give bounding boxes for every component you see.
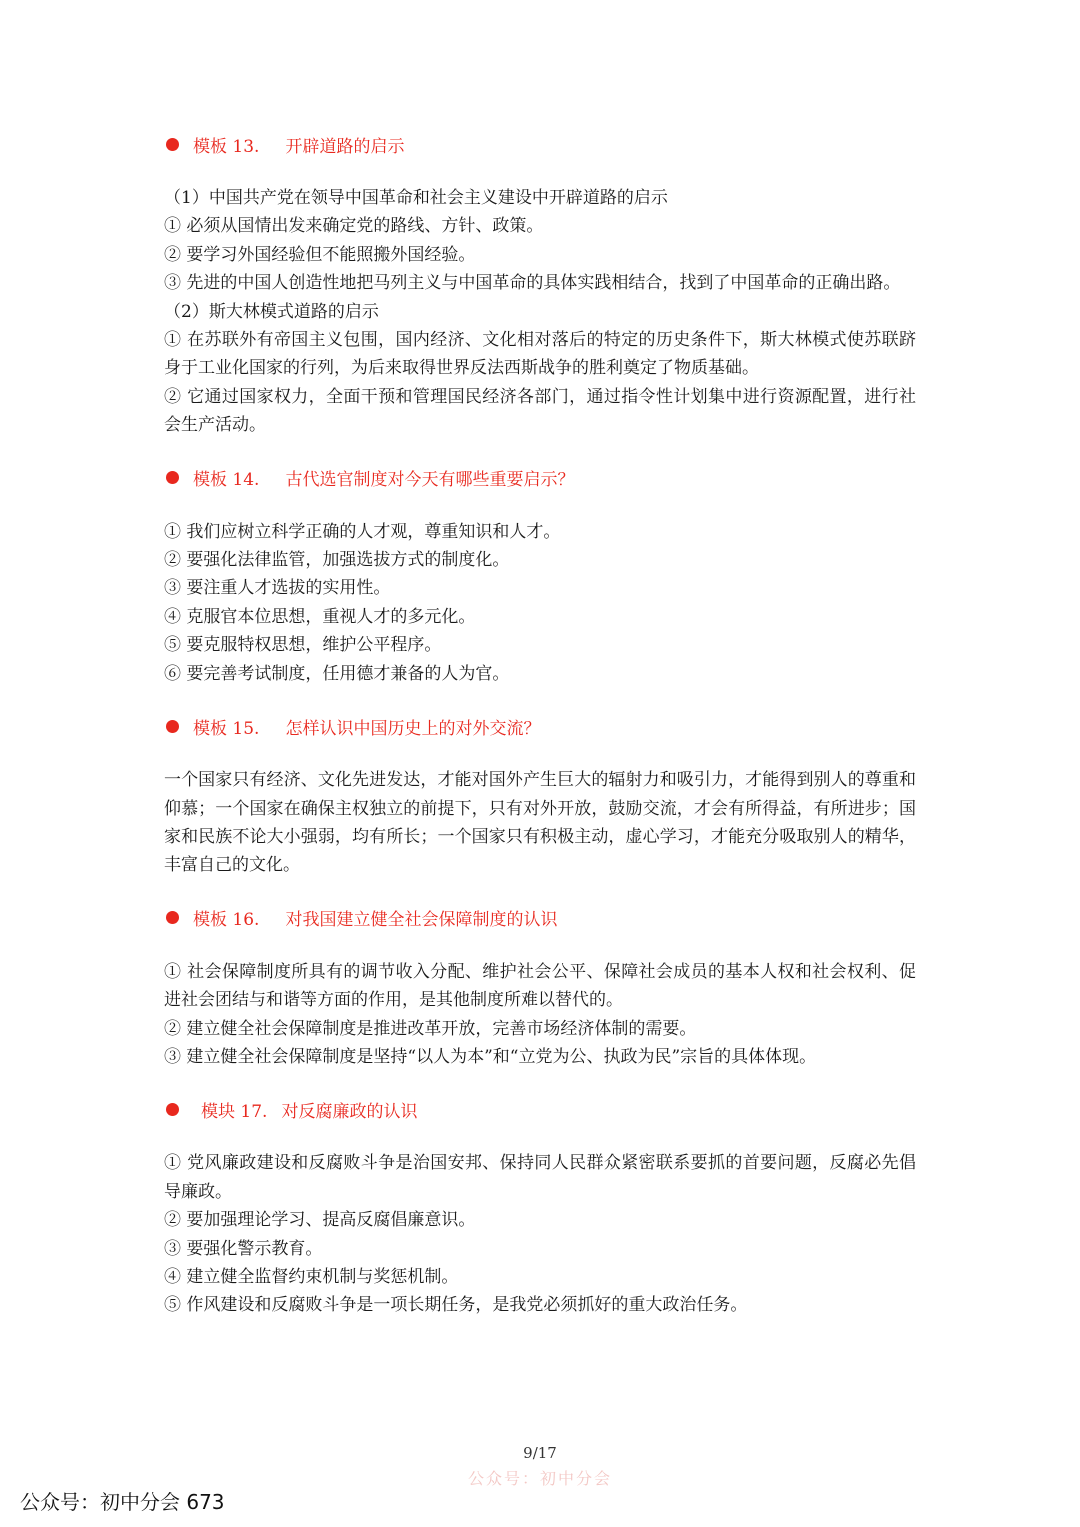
body-line: ② 要学习外国经验但不能照搬外国经验。	[164, 244, 476, 265]
body-line: ⑤ 要克服特权思想，维护公平程序。	[164, 635, 442, 656]
watermark-text: 公众号：初中分会	[467, 1469, 612, 1488]
bullet-dot-icon	[166, 1103, 179, 1116]
section-label: 模板 13.	[193, 136, 260, 157]
section-body-14	[164, 518, 916, 688]
body-line: ① 社会保障制度所具有的调节收入分配、维护社会公平、保障社会成员的基本人权和社会权利、促进社会团结与和谐等方面的作用，是其他制度所难以替代的。	[164, 961, 916, 1011]
body-line: ⑥ 要完善考试制度，任用德才兼备的人为官。	[164, 663, 510, 684]
body-line: ① 必须从国情出发来确定党的路线、方针、政策。	[164, 216, 544, 237]
body-line: ② 要加强理论学习、提高反腐倡廉意识。	[164, 1210, 476, 1231]
body-line: ① 在苏联外有帝国主义包围，国内经济、文化相对落后的特定的历史条件下，斯大林模式使苏联跻身于工业化国家的行列，为后来取得世界反法西斯战争的胜利奠定了物质基础。	[164, 330, 916, 379]
section-heading-17	[164, 1093, 916, 1125]
body-line: ① 党风廉政建设和反腐败斗争是治国安邦、保持同人民群众紧密联系要抓的首要问题，反腐必先倡导廉政。	[164, 1153, 916, 1202]
body-line: 一个国家只有经济、文化先进发达，才能对国外产生巨大的辐射力和吸引力，才能得到别人的尊重和仰慕；一个国家在确保主权独立的前提下，只有对外开放，鼓励交流，才会有所得益，有所进步；国家和民族不论大小强弱，均有所长；一个国家只有积极主动，虚心学习，才能充分吸取别人的精华，丰富自己的文化。	[164, 770, 916, 876]
body-line: （2）斯大林模式道路的启示	[164, 301, 379, 322]
section-body-16	[164, 958, 916, 1072]
section-title: 开辟道路的启示	[285, 136, 405, 157]
section-heading-13	[164, 128, 916, 160]
section-label: 模块 17.	[201, 1101, 268, 1122]
section-title: 对反腐廉政的认识	[281, 1101, 418, 1122]
bullet-dot-icon	[166, 471, 179, 484]
body-line: ③ 先进的中国人创造性地把马列主义与中国革命的具体实践相结合，找到了中国革命的正确出路。	[164, 273, 901, 294]
bullet-dot-icon	[166, 911, 179, 924]
section-body-15	[164, 766, 916, 880]
body-line: ① 我们应树立科学正确的人才观，尊重知识和人才。	[164, 521, 561, 542]
section-title: 怎样认识中国历史上的对外交流？	[285, 718, 541, 739]
section-body-13	[164, 184, 916, 440]
body-line: ③ 建立健全社会保障制度是坚持“以人为本”和“立党为公、执政为民”宗旨的具体体现。	[164, 1046, 817, 1067]
bullet-dot-icon	[166, 138, 179, 151]
section-label: 模板 14.	[193, 470, 260, 491]
section-heading-15	[164, 710, 916, 742]
section-title: 对我国建立健全社会保障制度的认识	[285, 910, 558, 931]
section-title: 古代选官制度对今天有哪些重要启示？	[285, 470, 575, 491]
page-content	[164, 128, 916, 1320]
body-line: ③ 要强化警示教育。	[164, 1238, 323, 1259]
page-number: 9/17	[523, 1444, 557, 1462]
body-line: ② 要强化法律监管，加强选拔方式的制度化。	[164, 550, 510, 571]
section-heading-16	[164, 902, 916, 934]
body-line: ② 建立健全社会保障制度是推进改革开放，完善市场经济体制的需要。	[164, 1018, 697, 1039]
body-line: （1）中国共产党在领导中国革命和社会主义建设中开辟道路的启示	[164, 188, 668, 208]
section-label: 模板 16.	[193, 910, 260, 931]
bullet-dot-icon	[166, 720, 179, 733]
section-label: 模板 15.	[193, 718, 260, 739]
footer-account-label: 公众号：初中分会 673	[20, 1490, 225, 1514]
body-line: ④ 克服官本位思想，重视人才的多元化。	[164, 606, 476, 627]
body-line: ③ 要注重人才选拔的实用性。	[164, 578, 391, 599]
section-heading-14	[164, 462, 916, 494]
body-line: ⑤ 作风建设和反腐败斗争是一项长期任务，是我党必须抓好的重大政治任务。	[164, 1295, 748, 1316]
body-line: ② 它通过国家权力，全面干预和管理国民经济各部门，通过指令性计划集中进行资源配置，进行社会生产活动。	[164, 386, 916, 436]
section-body-17	[164, 1149, 916, 1319]
body-line: ④ 建立健全监督约束机制与奖惩机制。	[164, 1266, 459, 1287]
